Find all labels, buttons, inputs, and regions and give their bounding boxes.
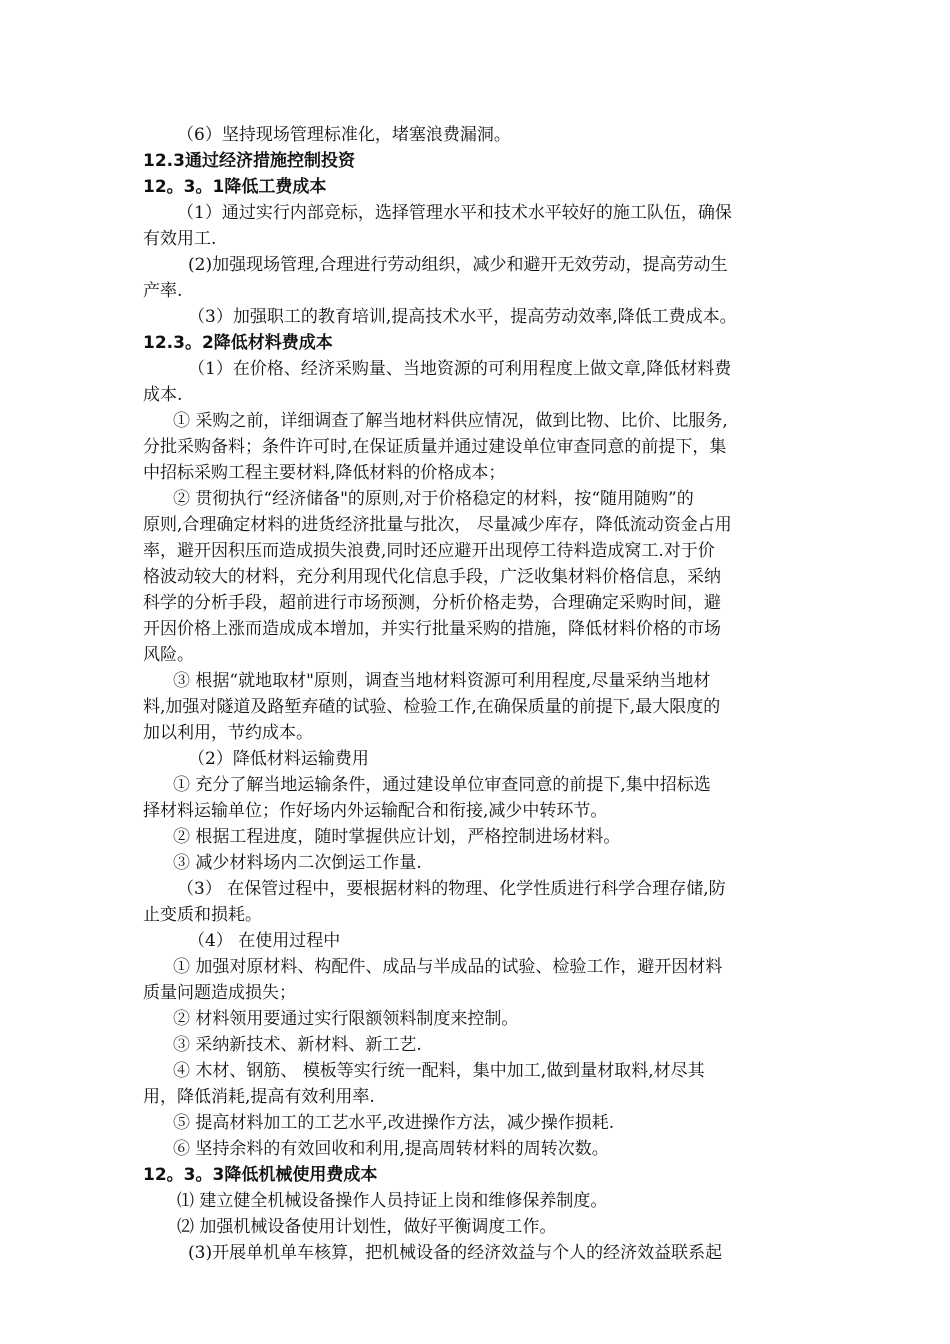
text-line: 产率. bbox=[143, 281, 183, 301]
text-line: ② 贯彻执行“经济储备"的原则,对于价格稳定的材料，按“随用随购”的 bbox=[173, 489, 694, 509]
text-line: ③ 根据“就地取材"原则，调查当地材料资源可利用程度,尽量采纳当地材 bbox=[173, 671, 711, 691]
text-line: （2）降低材料运输费用 bbox=[188, 749, 369, 769]
text-line: (3)开展单机单车核算，把机械设备的经济效益与个人的经济效益联系起 bbox=[188, 1243, 723, 1263]
text-line: 原则,合理确定材料的进货经济批量与批次， 尽量减少库存，降低流动资金占用 bbox=[143, 515, 732, 535]
text-line: 格波动较大的材料，充分利用现代化信息手段，广泛收集材料价格信息，采纳 bbox=[143, 567, 721, 587]
text-line: (2)加强现场管理,合理进行劳动组织，减少和避开无效劳动，提高劳动生 bbox=[188, 255, 728, 275]
text-line: 科学的分析手段，超前进行市场预测，分析价格走势，合理确定采购时间，避 bbox=[143, 593, 721, 613]
text-line: （3） 在保管过程中，要根据材料的物理、化学性质进行科学合理存储,防 bbox=[177, 879, 726, 899]
text-line: ③ 减少材料场内二次倒运工作量. bbox=[173, 853, 422, 873]
text-line: 成本. bbox=[143, 385, 183, 405]
text-line: 止变质和损耗。 bbox=[143, 905, 262, 925]
text-line: 择材料运输单位；作好场内外运输配合和衔接,减少中转环节。 bbox=[143, 801, 608, 821]
text-line: ⑤ 提高材料加工的工艺水平,改进操作方法，减少操作损耗. bbox=[173, 1113, 615, 1133]
text-line: ① 采购之前，详细调查了解当地材料供应情况，做到比物、比价、比服务, bbox=[173, 411, 728, 431]
text-line: 风险。 bbox=[143, 645, 194, 665]
text-line: 率，避开因积压而造成损失浪费,同时还应避开出现停工待料造成窝工.对于价 bbox=[143, 541, 715, 561]
text-line: 料,加强对隧道及路堑弃碴的试验、检验工作,在确保质量的前提下,最大限度的 bbox=[143, 697, 721, 717]
text-line: （1）通过实行内部竞标，选择管理水平和技术水平较好的施工队伍，确保 bbox=[177, 203, 732, 223]
text-line: ④ 木材、钢筋、 模板等实行统一配料，集中加工,做到量材取料,材尽其 bbox=[173, 1061, 705, 1081]
text-line: 开因价格上涨而造成成本增加，并实行批量采购的措施，降低材料价格的市场 bbox=[143, 619, 721, 639]
text-line: 加以利用，节约成本。 bbox=[143, 723, 313, 743]
section-heading: 12.3。2降低材料费成本 bbox=[143, 333, 333, 353]
text-line: ② 材料领用要通过实行限额领料制度来控制。 bbox=[173, 1009, 519, 1029]
text-line: 有效用工. bbox=[143, 229, 217, 249]
section-heading: 12.3通过经济措施控制投资 bbox=[143, 151, 355, 171]
text-line: 中招标采购工程主要材料,降低材料的价格成本； bbox=[143, 463, 506, 483]
text-line: 分批采购备料；条件许可时,在保证质量并通过建设单位审查同意的前提下，集 bbox=[143, 437, 727, 457]
text-line: ③ 采纳新技术、新材料、新工艺. bbox=[173, 1035, 422, 1055]
text-line: （1）在价格、经济采购量、当地资源的可利用程度上做文章,降低材料费 bbox=[188, 359, 732, 379]
text-line: ⑴ 建立健全机械设备操作人员持证上岗和维修保养制度。 bbox=[177, 1191, 608, 1211]
text-line: ② 根据工程进度，随时掌握供应计划，严格控制进场材料。 bbox=[173, 827, 621, 847]
text-line: ⑵ 加强机械设备使用计划性，做好平衡调度工作。 bbox=[177, 1217, 557, 1237]
document-body bbox=[143, 122, 811, 1266]
text-line: ① 加强对原材料、构配件、成品与半成品的试验、检验工作，避开因材料 bbox=[173, 957, 723, 977]
section-heading: 12。3。1降低工费成本 bbox=[143, 177, 327, 197]
text-line: 用，降低消耗,提高有效利用率. bbox=[143, 1087, 375, 1107]
text-line: ① 充分了解当地运输条件，通过建设单位审查同意的前提下,集中招标选 bbox=[173, 775, 711, 795]
text-line: （4） 在使用过程中 bbox=[188, 931, 341, 951]
text-line: （6）坚持现场管理标准化，堵塞浪费漏洞。 bbox=[177, 125, 511, 145]
section-heading: 12。3。3降低机械使用费成本 bbox=[143, 1165, 378, 1185]
text-line: （3）加强职工的教育培训,提高技术水平，提高劳动效率,降低工费成本。 bbox=[188, 307, 737, 327]
text-line: ⑥ 坚持余料的有效回收和利用,提高周转材料的周转次数。 bbox=[173, 1139, 609, 1159]
text-line: 质量问题造成损失； bbox=[143, 983, 296, 1003]
